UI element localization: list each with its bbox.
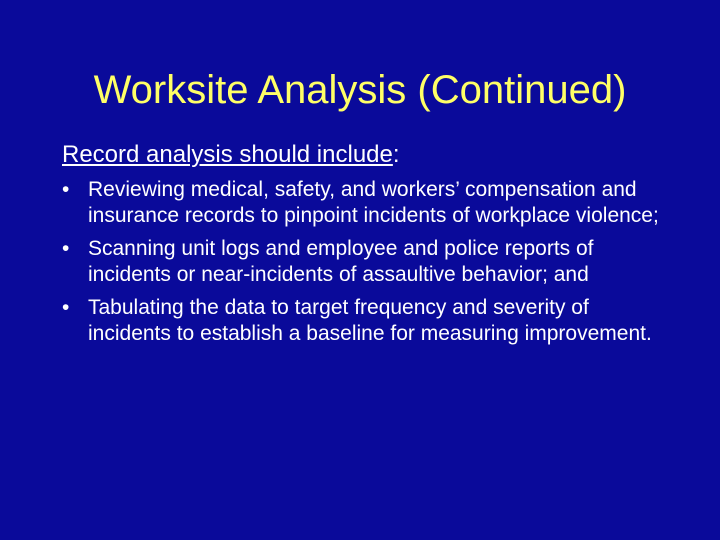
bullet-icon: • — [62, 237, 70, 260]
list-item-text: Reviewing medical, safety, and workers’ compensation and insurance records to pinpoint incidents of workplace violence; — [88, 178, 659, 227]
list-item — [62, 236, 662, 288]
list-item-text: Scanning unit logs and employee and police reports of incidents or near-incidents of assaultive behavior; and — [88, 237, 594, 286]
intro-suffix: : — [392, 141, 400, 168]
intro-line — [62, 141, 400, 169]
list-item — [62, 177, 662, 229]
slide-title: Worksite Analysis (Continued) — [93, 68, 627, 112]
list-item-text: Tabulating the data to target frequency and severity of incidents to establish a baseline for measuring improvement. — [88, 296, 652, 345]
bullet-list — [62, 177, 662, 354]
bullet-icon: • — [62, 178, 70, 201]
intro-text: Record analysis should include — [62, 141, 393, 168]
list-item — [62, 295, 662, 347]
bullet-icon: • — [62, 296, 70, 319]
